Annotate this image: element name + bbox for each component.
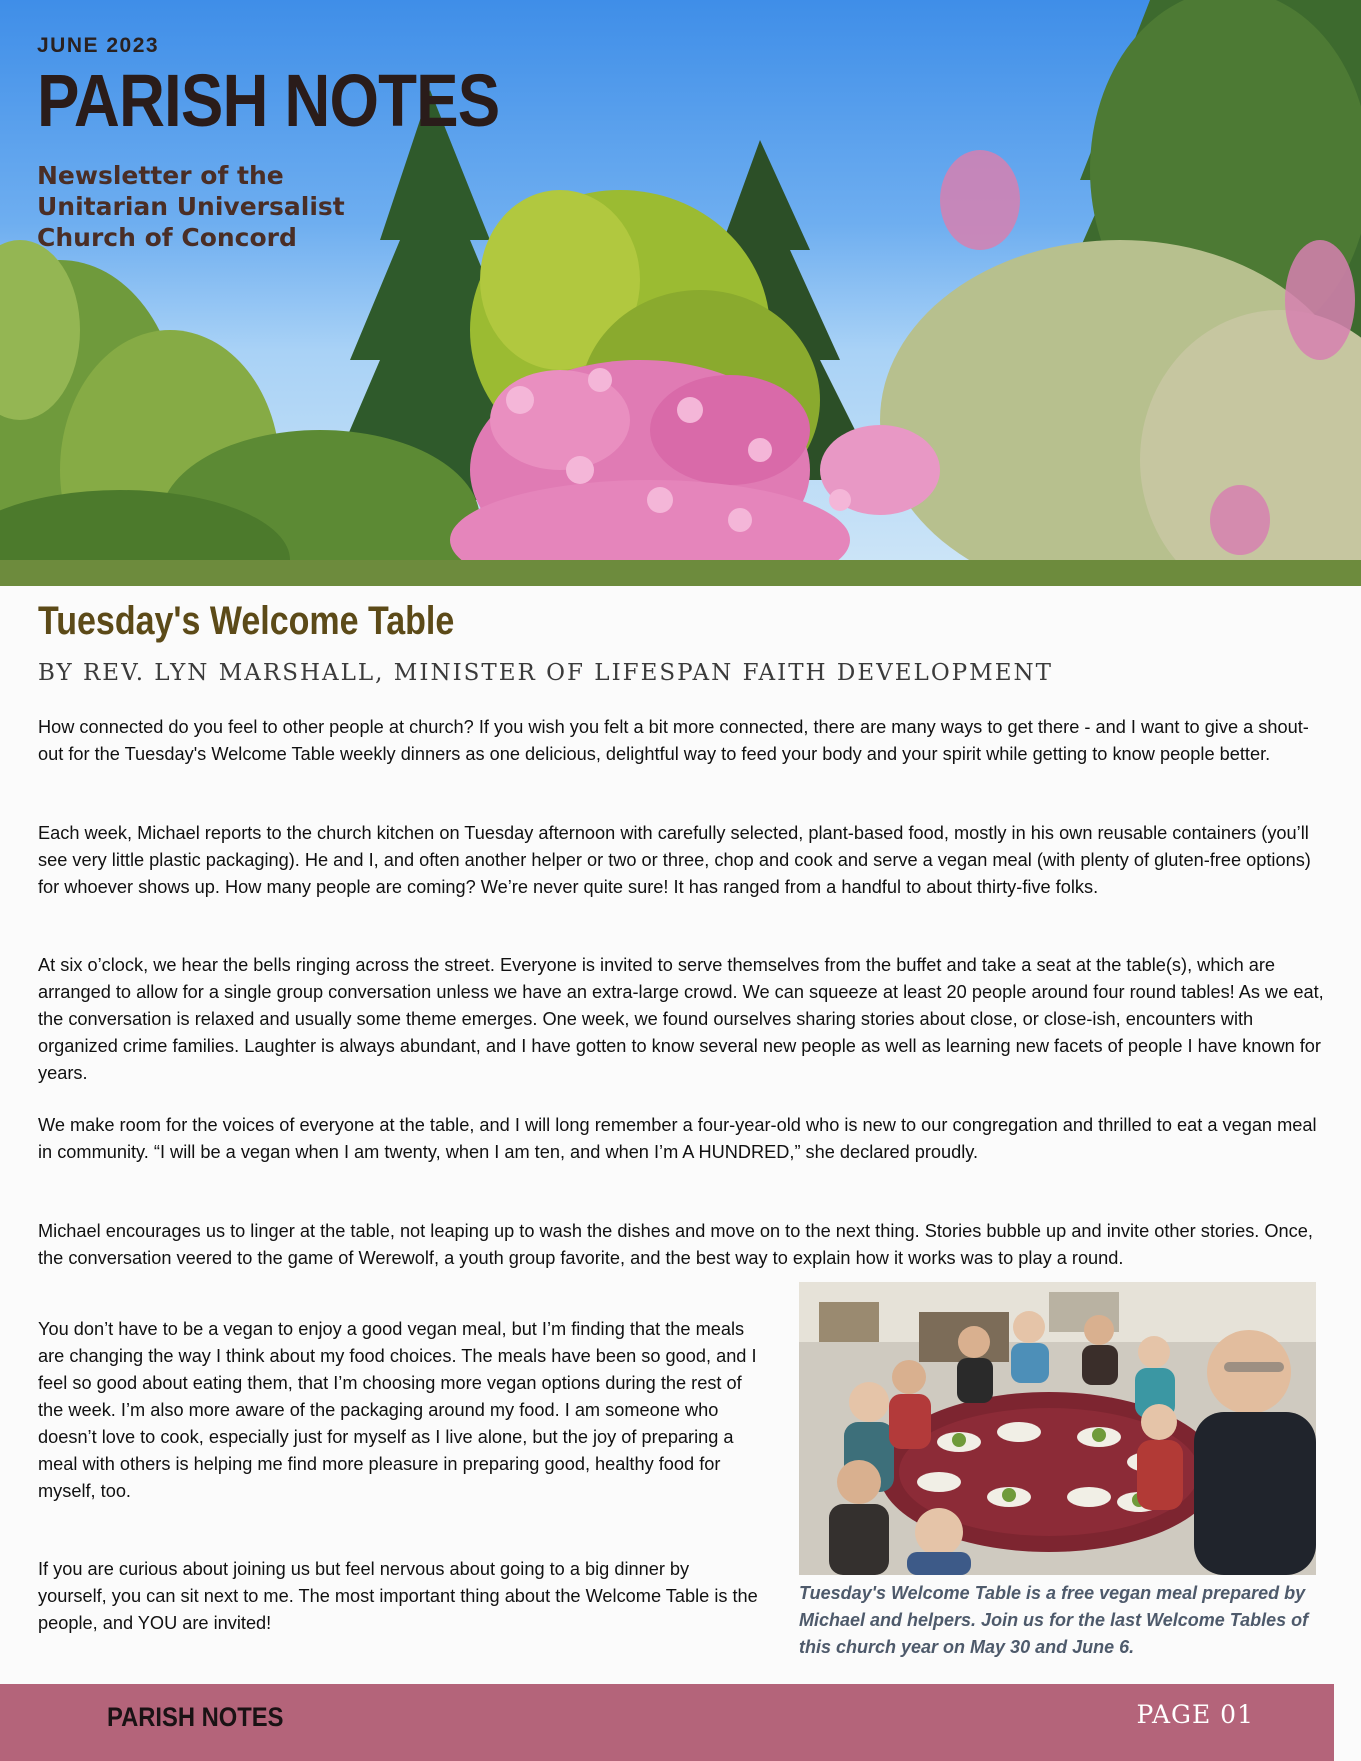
article-paragraph: How connected do you feel to other people at church? If you wish you felt a bit more connected, there are many ways to get there - and I want to give a shout-out for the Tuesday's Welcome Table weekly dinners as one delicious, delightful way to feed your body and your spirit while getting to know people better.	[38, 717, 1309, 764]
newsletter-title: PARISH NOTES	[37, 59, 500, 142]
newsletter-tagline	[37, 160, 457, 253]
article-headline: Tuesday's Welcome Table	[38, 599, 455, 643]
issue-date: JUNE 2023	[37, 34, 160, 57]
article-byline: BY REV. LYN MARSHALL, MINISTER OF LIFESPAN FAITH DEVELOPMENT	[38, 660, 1053, 686]
article-paragraph: At six o’clock, we hear the bells ringing across the street. Everyone is invited to serve themselves from the buffet and take a seat at the table(s), which are arranged to allow for a single group conversation unless we have an extra-large crowd. We can squeeze at least 20 people around four round tables! As we eat, the conversation is relaxed and usually some theme emerges. One week, we found ourselves sharing stories about close, or close-ish, encounters with organized crime families. Laughter is always abundant, and I have gotten to know several new people as well as learning new facets of people I have known for years.	[38, 955, 1324, 1083]
page-footer	[0, 1684, 1334, 1761]
dinner-group-photo	[799, 1282, 1316, 1575]
welcome-table-photo	[799, 1282, 1316, 1575]
tagline-line: Church of Concord	[37, 223, 297, 252]
article-paragraph: Michael encourages us to linger at the table, not leaping up to wash the dishes and move on to the next thing. Stories bubble up and invite other stories. Once, the conversation veered to the game of Werewolf, a youth group favorite, and the best way to explain how it works was to play a round.	[38, 1221, 1313, 1268]
article-paragraph: If you are curious about joining us but feel nervous about going to a big dinner by yourself, you can sit next to me. The most important thing about the Welcome Table is the people, and YOU are invited!	[38, 1559, 758, 1633]
photo-caption: Tuesday's Welcome Table is a free vegan meal prepared by Michael and helpers. Join us for the last Welcome Tables of this church year on May 30 and June 6.	[799, 1583, 1309, 1657]
footer-title: PARISH NOTES	[107, 1702, 284, 1732]
article-paragraph: We make room for the voices of everyone at the table, and I will long remember a four-year-old who is new to our congregation and thrilled to eat a vegan meal in community. “I will be a vegan when I am twenty, when I am ten, and when I’m A HUNDRED,” she declared proudly.	[38, 1115, 1317, 1162]
page-number: PAGE 01	[1136, 1700, 1254, 1729]
hero-banner	[0, 0, 1361, 586]
article-paragraph: You don’t have to be a vegan to enjoy a good vegan meal, but I’m finding that the meals are changing the way I think about my food choices. The meals have been so good, and I feel so good about eating them, that I’m choosing more vegan options during the rest of the week. I’m also more aware of the packaging around my food. I am someone who doesn’t love to cook, especially just for myself as I live alone, but the joy of preparing a meal with others is helping me find more pleasure in preparing good, healthy food for myself, too.	[38, 1319, 757, 1501]
article-paragraph: Each week, Michael reports to the church kitchen on Tuesday afternoon with carefully selected, plant-based food, mostly in his own reusable containers (you’ll see very little plastic packaging). He and I, and often another helper or two or three, chop and cook and serve a vegan meal (with plenty of gluten-free options) for whoever shows up. How many people are coming? We’re never quite sure! It has ranged from a handful to about thirty-five folks.	[38, 823, 1311, 897]
tagline-line: Unitarian Universalist	[37, 192, 345, 221]
tagline-line: Newsletter of the	[37, 161, 284, 190]
masthead-block	[37, 34, 575, 253]
